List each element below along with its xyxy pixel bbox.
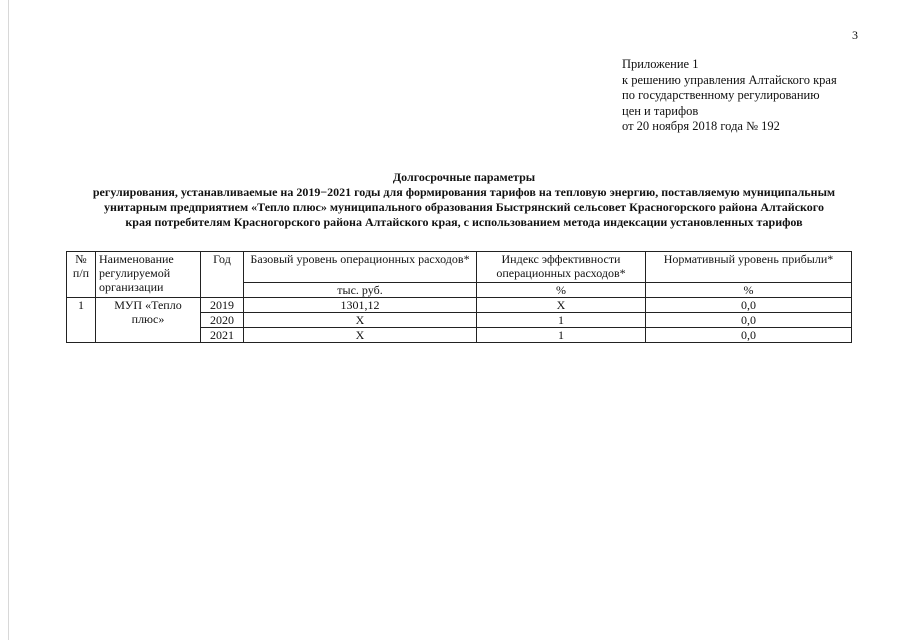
unit-profit: % [646,283,852,298]
cell-index: 1 [477,328,646,343]
header-profit-level: Нормативный уровень прибыли* [646,252,852,283]
cell-base: Х [244,313,477,328]
cell-index: 1 [477,313,646,328]
table-header-row [67,252,852,283]
annex-line: от 20 ноября 2018 года № 192 [622,119,780,133]
annex-reference [622,57,837,135]
unit-index: % [477,283,646,298]
cell-profit: 0,0 [646,328,852,343]
cell-base: 1301,12 [244,298,477,313]
cell-year: 2019 [201,298,244,313]
cell-index: Х [477,298,646,313]
unit-base: тыс. руб. [244,283,477,298]
header-efficiency-index: Индекс эффективности операционных расходов* [477,252,646,283]
page-left-edge [8,0,9,640]
title-line: регулирования, устанавливаемые на 2019−2021 годы для формирования тарифов на тепловую энергию, поставляемую муниципальным [92,185,836,199]
header-no: № п/п [67,252,96,298]
cell-profit: 0,0 [646,313,852,328]
cell-organization: МУП «Тепло плюс» [96,298,201,343]
document-title [60,170,868,230]
table-row [67,298,852,313]
header-organization: Наименование регулируемой организации [96,252,201,298]
cell-base: Х [244,328,477,343]
annex-line: к решению управления Алтайского края [622,72,837,87]
cell-year: 2020 [201,313,244,328]
header-year: Год [201,252,244,298]
annex-line: цен и тарифов [622,103,699,118]
title-line: унитарным предприятием «Тепло плюс» муниципального образования Быстрянский сельсовет Красногорского района Алтайского [104,200,824,214]
cell-year: 2021 [201,328,244,343]
title-line: Долгосрочные параметры [392,170,536,184]
page-number: 3 [852,28,858,42]
header-base-level: Базовый уровень операционных расходов* [244,252,477,283]
annex-line: Приложение 1 [622,57,699,71]
cell-profit: 0,0 [646,298,852,313]
annex-line: по государственному регулированию [622,88,820,102]
parameters-table [66,251,852,343]
cell-row-number: 1 [67,298,96,343]
title-line: края потребителям Красногорского района Алтайского края, с использованием метода индексации установленных тарифов [125,215,803,229]
